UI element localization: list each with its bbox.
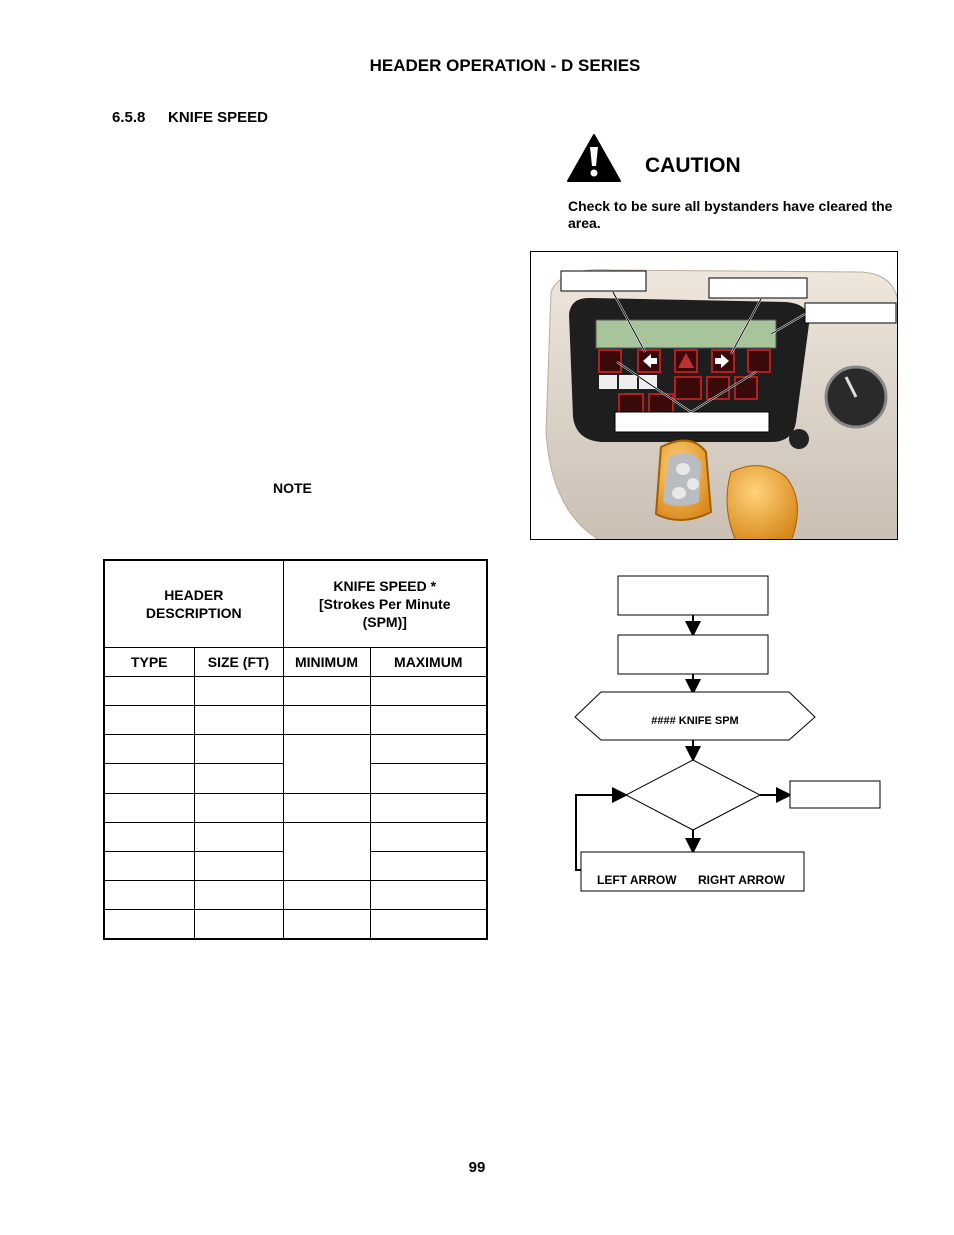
- col-maximum: MAXIMUM: [370, 648, 487, 677]
- table-row: [104, 706, 487, 735]
- flow-step-1-box: [618, 576, 768, 615]
- table-row: [104, 735, 487, 764]
- caution-text: Check to be sure all bystanders have cleared the area.: [568, 198, 893, 231]
- header-description-line-2: DESCRIPTION: [145, 605, 242, 622]
- col-type: TYPE: [104, 648, 194, 677]
- flow-exit-box: [790, 781, 880, 808]
- flow-step-2-box: [618, 635, 768, 674]
- table-row: [104, 677, 487, 706]
- left-arrow-label: LEFT ARROW: [597, 873, 677, 887]
- section-title: [112, 109, 268, 126]
- control-panel-illustration: [531, 252, 898, 540]
- control-panel-photo: [530, 251, 898, 540]
- knife-speed-flowchart: [570, 570, 890, 900]
- section-name: KNIFE SPEED: [168, 109, 269, 126]
- col-minimum: MINIMUM: [283, 648, 370, 677]
- knife-speed-cell: [283, 560, 487, 648]
- table-row: [104, 880, 487, 909]
- flow-decision-diamond: [626, 760, 760, 830]
- warning-triangle-icon: [566, 133, 622, 183]
- table-row: [104, 909, 487, 939]
- knife-speed-table: [103, 559, 488, 940]
- knife-speed-line-1: KNIFE SPEED *: [333, 578, 437, 595]
- page-header: HEADER OPERATION - D SERIES: [369, 56, 641, 75]
- knife-speed-line-3: (SPM)]: [362, 614, 407, 631]
- col-size: SIZE (FT): [194, 648, 283, 677]
- right-arrow-label: RIGHT ARROW: [698, 873, 785, 887]
- page-number: 99: [468, 1159, 486, 1176]
- header-description-line-1: HEADER: [164, 587, 224, 604]
- knife-speed-line-2: [Strokes Per Minute: [319, 596, 451, 613]
- section-number: 6.5.8: [112, 109, 146, 126]
- header-description-cell: [104, 560, 283, 648]
- display-label: #### KNIFE SPM: [651, 715, 739, 727]
- caution-title: CAUTION: [645, 154, 741, 177]
- table-row: [104, 793, 487, 822]
- note-label: NOTE: [273, 480, 312, 496]
- table-row: [104, 822, 487, 851]
